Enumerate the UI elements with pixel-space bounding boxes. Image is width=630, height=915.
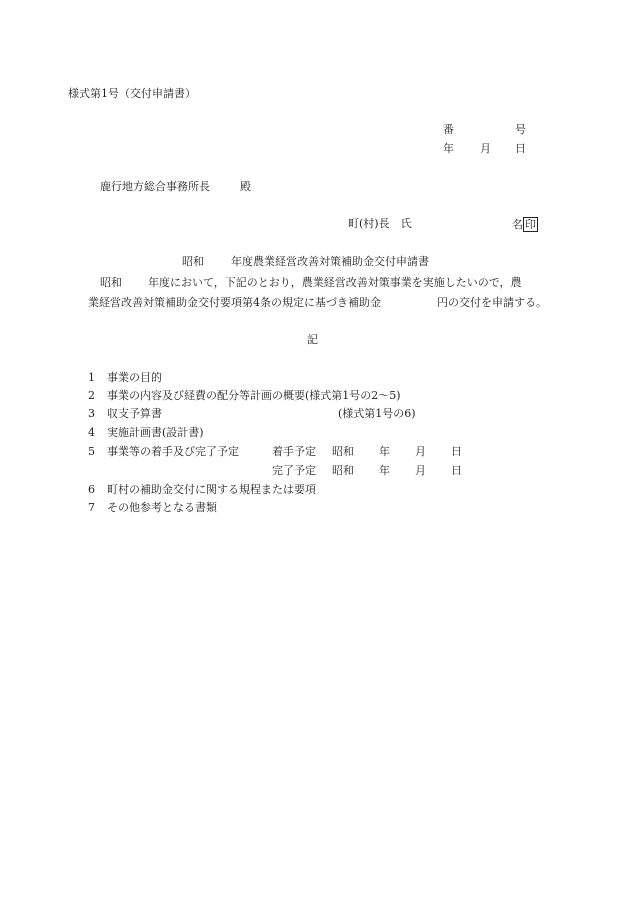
schedule-start-day: 日 bbox=[451, 445, 462, 458]
addressee-name: 鹿行地方総合事務所長 bbox=[100, 180, 210, 193]
form-label: 様式第1号（交付申請書） bbox=[68, 87, 196, 100]
title-era: 昭和 bbox=[182, 255, 204, 268]
item-text: 事業の内容及び経費の配分等計画の概要(様式第1号の2〜5) bbox=[107, 389, 401, 402]
schedule-end-year: 年 bbox=[379, 464, 390, 477]
body-era: 昭和 bbox=[100, 276, 122, 289]
document-title: 年度農業経営改善対策補助金交付申請書 bbox=[231, 255, 429, 268]
item-number: 7 bbox=[88, 501, 95, 514]
schedule-start-era: 昭和 bbox=[332, 445, 354, 458]
schedule-start-month: 月 bbox=[415, 445, 426, 458]
applicant-name-label: 名 bbox=[512, 218, 523, 231]
schedule-start-year: 年 bbox=[379, 445, 390, 458]
addressee-honorific: 殿 bbox=[240, 180, 251, 193]
date-month-label: 月 bbox=[480, 142, 491, 155]
item-note: (様式第1号の6) bbox=[338, 407, 416, 420]
body-line-2: 業経営改善対策補助金交付要項第4条の規定に基づき補助金 bbox=[88, 296, 381, 309]
schedule-end-day: 日 bbox=[451, 464, 462, 477]
item-number: 1 bbox=[88, 371, 95, 384]
body-line-1: 年度において，下記のとおり，農業経営改善対策事業を実施したいので，農 bbox=[148, 276, 522, 289]
number-suffix: 号 bbox=[515, 123, 526, 136]
schedule-end-era: 昭和 bbox=[332, 464, 354, 477]
applicant-title: 町(村)長 氏 bbox=[348, 217, 412, 230]
applicant-name-field bbox=[512, 217, 538, 232]
item-text: 実施計画書(設計書) bbox=[107, 426, 204, 439]
number-prefix: 番 bbox=[443, 123, 454, 136]
item-number: 4 bbox=[88, 426, 95, 439]
item-number: 2 bbox=[88, 389, 95, 402]
body-line-2-tail: 円の交付を申請する。 bbox=[437, 296, 547, 309]
item-number: 3 bbox=[88, 407, 95, 420]
schedule-end-label: 完了予定 bbox=[272, 464, 316, 477]
item-text: その他参考となる書類 bbox=[107, 501, 217, 514]
item-text: 収支予算書 bbox=[107, 407, 162, 420]
item-number: 5 bbox=[88, 445, 95, 458]
seal-mark: 印 bbox=[525, 218, 536, 231]
schedule-start-label: 着手予定 bbox=[272, 445, 316, 458]
item-text: 事業等の着手及び完了予定 bbox=[107, 445, 239, 458]
ki-heading: 記 bbox=[307, 333, 318, 346]
item-text: 町村の補助金交付に関する規程または要項 bbox=[107, 483, 316, 496]
item-text: 事業の目的 bbox=[107, 371, 162, 384]
item-number: 6 bbox=[88, 483, 95, 496]
date-day-label: 日 bbox=[515, 142, 526, 155]
schedule-end-month: 月 bbox=[415, 464, 426, 477]
date-year-label: 年 bbox=[443, 142, 454, 155]
